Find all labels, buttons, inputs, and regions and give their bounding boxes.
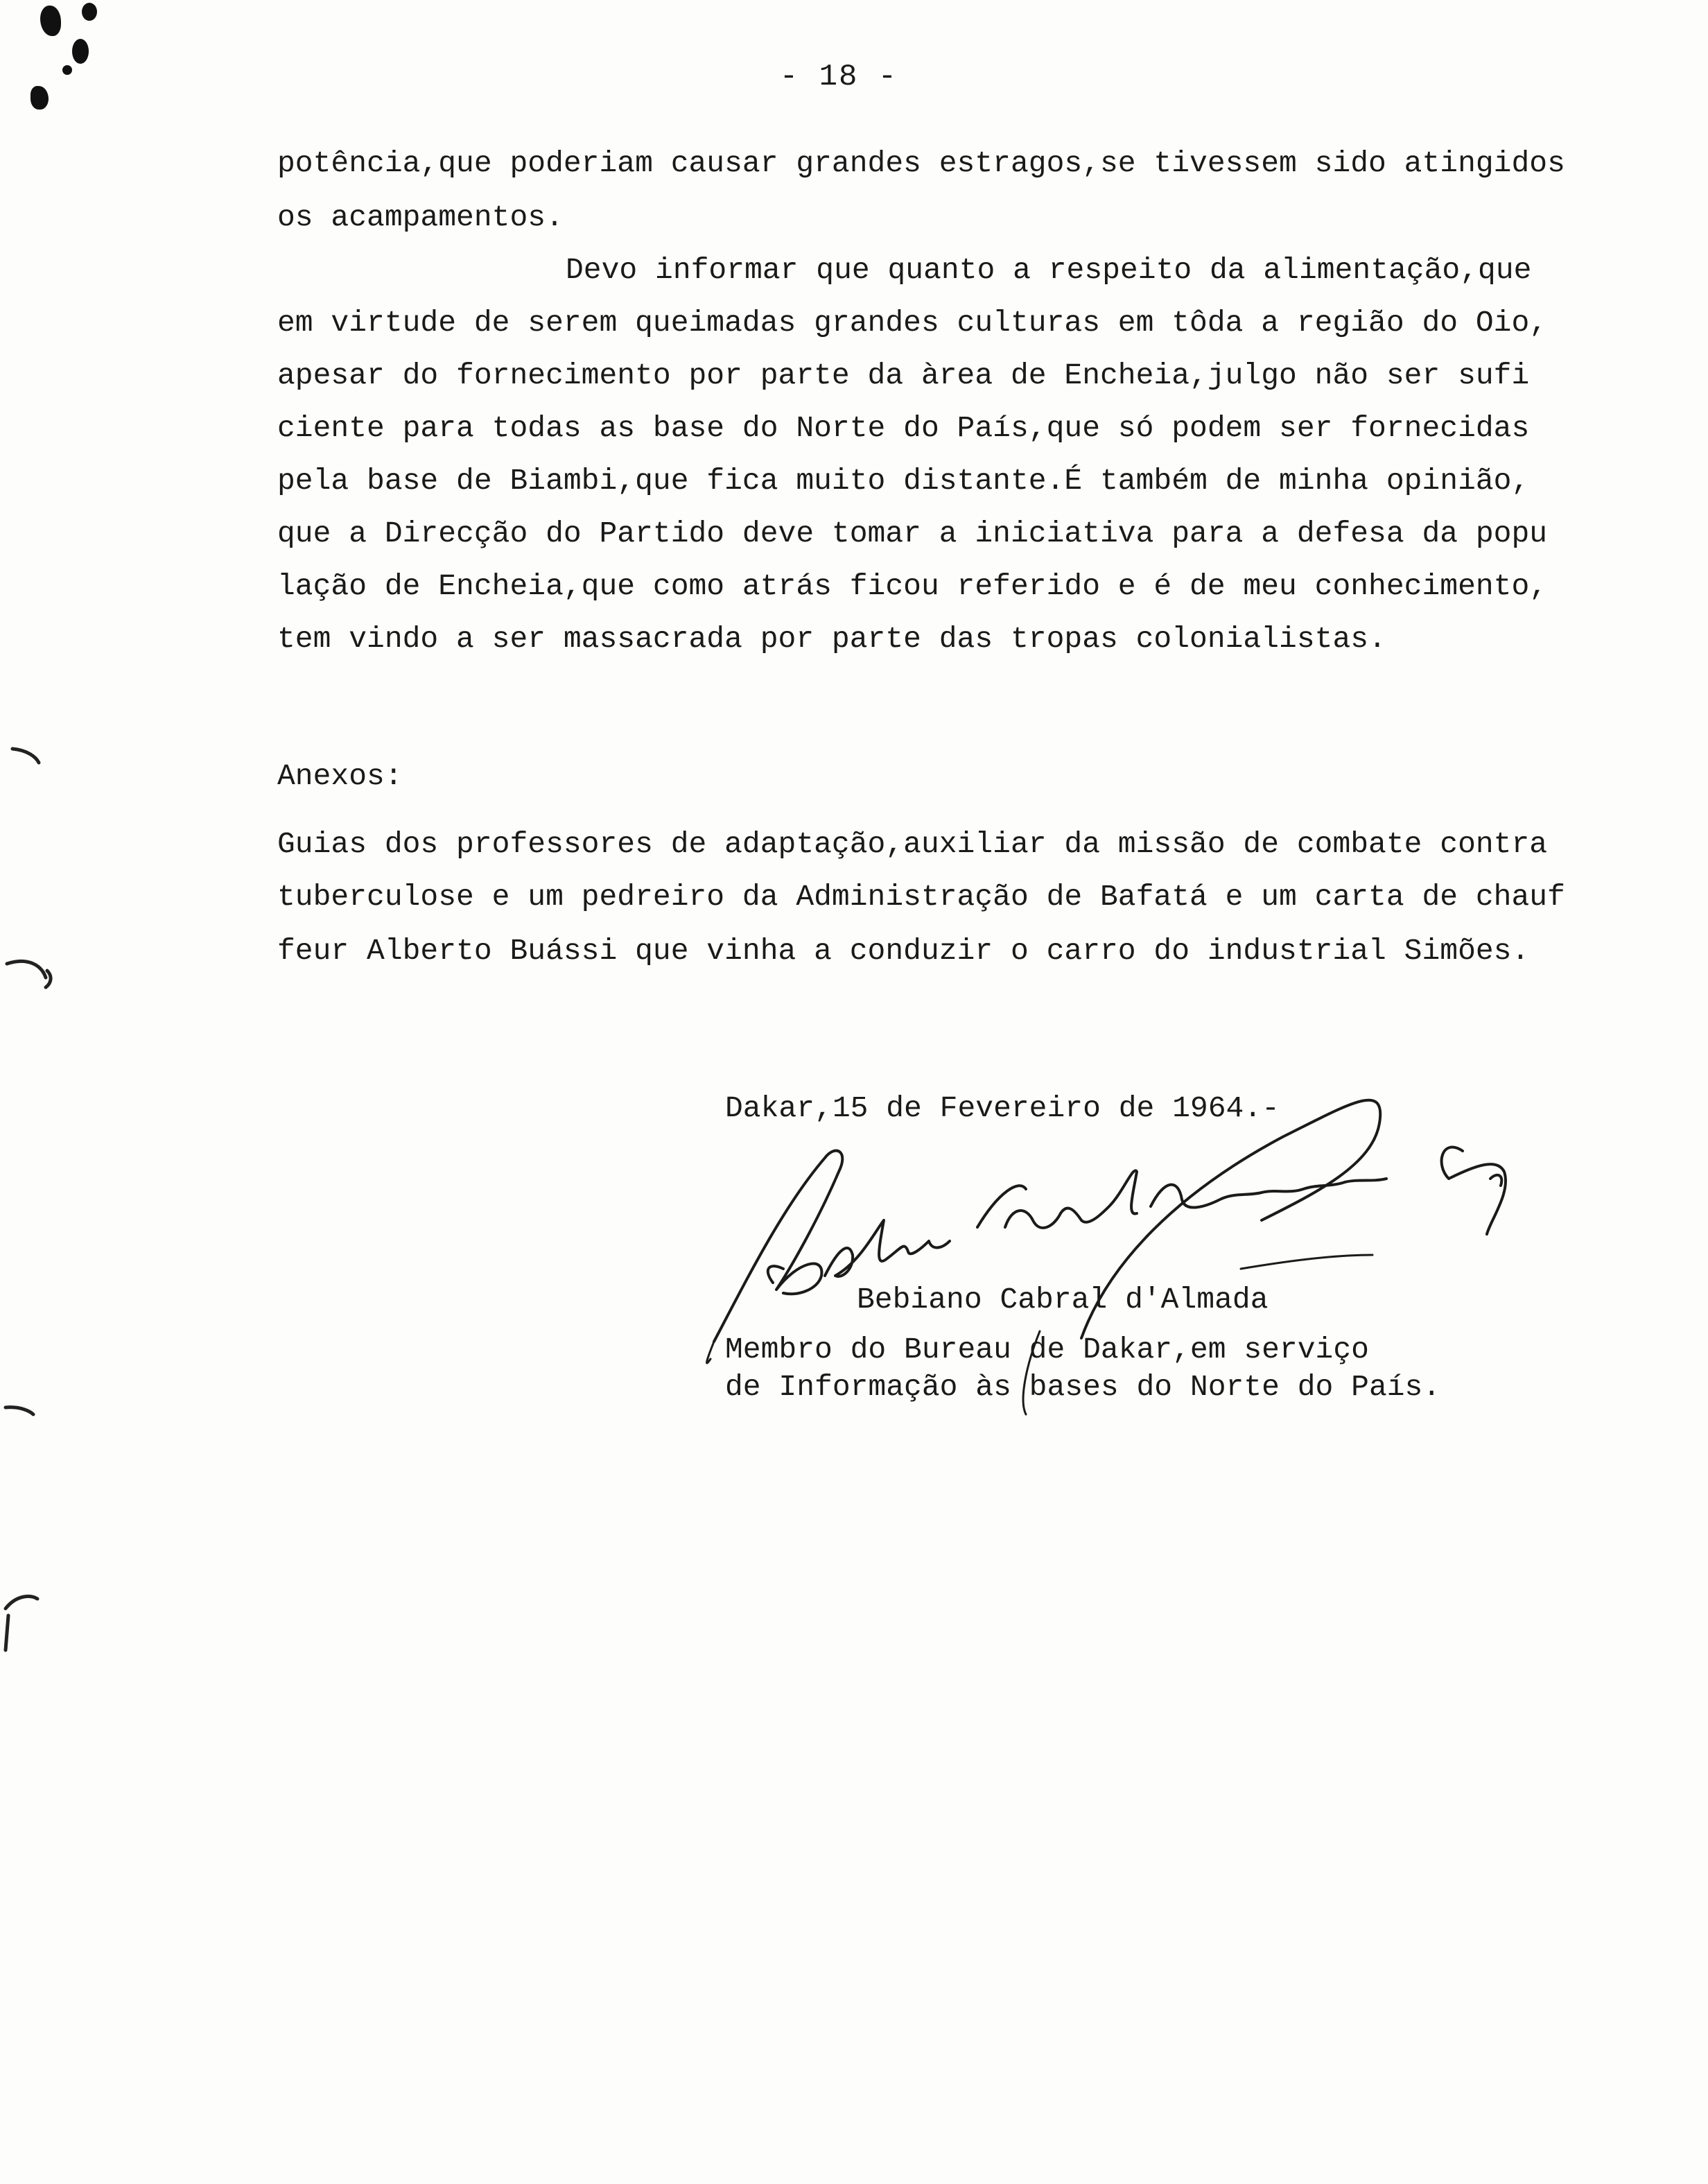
ink-blot (40, 6, 61, 36)
body-text-line: Devo informar que quanto a respeito da alimentação,que (566, 253, 1532, 287)
ink-blot (31, 86, 49, 110)
date-line: Dakar,15 de Fevereiro de 1964.- (725, 1091, 1280, 1125)
ink-blot (62, 65, 72, 75)
annexes-heading: Anexos: (277, 759, 403, 793)
body-text-line: ciente para todas as base do Norte do País,que só podem ser fornecidas (277, 411, 1530, 445)
signatory-name: Bebiano Cabral d'Almada (857, 1283, 1269, 1317)
body-text-line: apesar do fornecimento por parte da àrea de Encheia,julgo não ser sufi (277, 358, 1530, 392)
signatory-role-line: Membro do Bureau de Dakar,em serviço (725, 1333, 1369, 1367)
body-text-line: potência,que poderiam causar grandes estragos,se tivessem sido atingidos (277, 146, 1565, 180)
signatory-role-line: de Informação às bases do Norte do País. (725, 1370, 1441, 1404)
body-text-line: lação de Encheia,que como atrás ficou referido e é de meu conhecimento, (277, 569, 1548, 603)
page-number: - 18 - (779, 60, 898, 94)
body-text-line: que a Direcção do Partido deve tomar a iniciativa para a defesa da popu (277, 517, 1548, 551)
annex-text-line: Guias dos professores de adaptação,auxiliar da missão de combate contra (277, 827, 1548, 861)
annex-text-line: tuberculose e um pedreiro da Administração de Bafatá e um carta de chauf (277, 880, 1565, 914)
annex-text-line: feur Alberto Buássi que vinha a conduzir o carro do industrial Simões. (277, 934, 1530, 968)
body-text-line: em virtude de serem queimadas grandes culturas em tôda a região do Oio, (277, 306, 1548, 340)
body-text-line: os acampamentos. (277, 200, 564, 234)
ink-blot (82, 3, 97, 21)
ink-blot (72, 39, 89, 64)
body-text-line: tem vindo a ser massacrada por parte das tropas colonialistas. (277, 622, 1386, 656)
body-text-line: pela base de Biambi,que fica muito distante.É também de minha opinião, (277, 464, 1530, 498)
